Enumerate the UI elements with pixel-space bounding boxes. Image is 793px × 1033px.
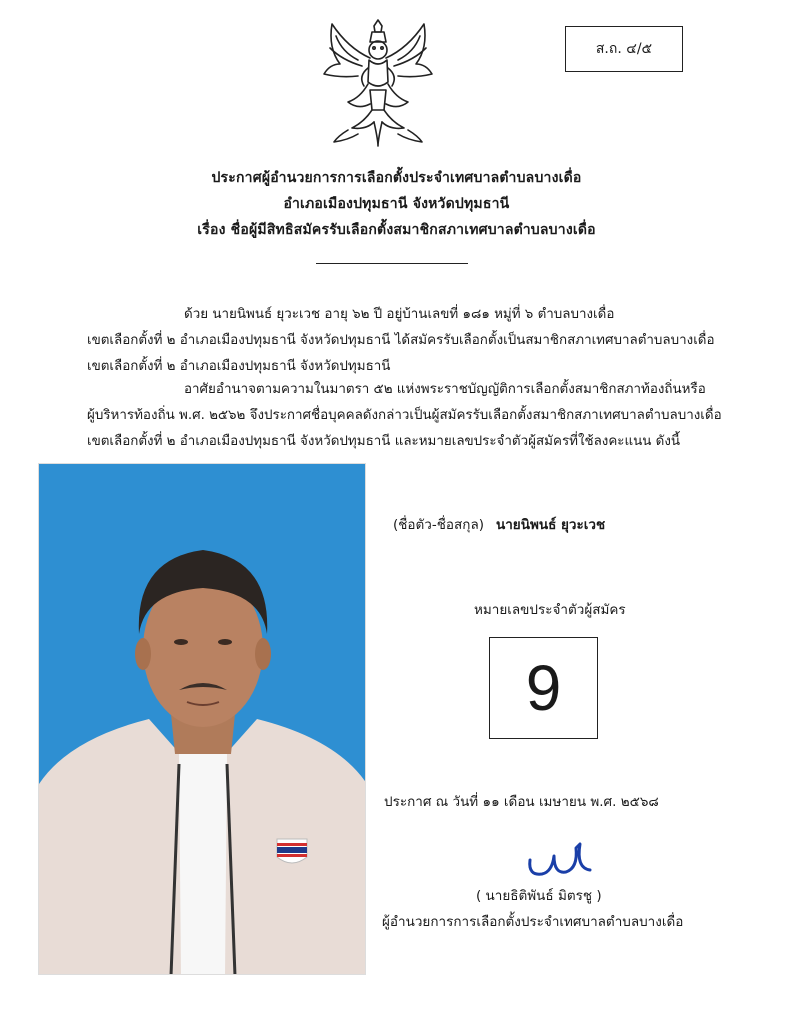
garuda-emblem-icon: [318, 18, 438, 148]
announcement-date: ประกาศ ณ วันที่ ๑๑ เดือน เมษายน พ.ศ. ๒๕๖๘: [384, 794, 659, 810]
candidate-number-box: [489, 637, 598, 739]
body-paragraph1-line3: เขตเลือกตั้งที่ ๒ อำเภอเมืองปทุมธานี จังหวัดปทุมธานี: [87, 359, 391, 374]
body-paragraph1-line2: เขตเลือกตั้งที่ ๒ อำเภอเมืองปทุมธานี จังหวัดปทุมธานี ได้สมัครรับเลือกตั้งเป็นสมาชิกสภาเทศบาลตำบลบางเดื่อ: [87, 333, 715, 348]
signature: [520, 838, 600, 882]
body-paragraph2-line3: เขตเลือกตั้งที่ ๒ อำเภอเมืองปทุมธานี จังหวัดปทุมธานี และหมายเลขประจำตัวผู้สมัครที่ใช้ลงคะแนน ดังนี้: [87, 434, 681, 449]
header-divider: [316, 263, 468, 264]
candidate-photo: [38, 463, 366, 975]
header-subject: เรื่อง ชื่อผู้มีสิทธิสมัครรับเลือกตั้งสมาชิกสภาเทศบาลตำบลบางเดื่อ: [197, 222, 596, 238]
header-title: ประกาศผู้อำนวยการการเลือกตั้งประจำเทศบาลตำบลบางเดื่อ: [211, 170, 582, 186]
candidate-name: นายนิพนธ์ ยุวะเวช: [496, 517, 606, 533]
header-district: อำเภอเมืองปทุมธานี จังหวัดปทุมธานี: [283, 196, 510, 212]
body-paragraph2-line1: อาศัยอำนาจตามความในมาตรา ๕๒ แห่งพระราชบัญญัติการเลือกตั้งสมาชิกสภาท้องถิ่นหรือ: [184, 382, 706, 397]
candidate-number: 9: [525, 652, 562, 724]
form-code: ส.ถ. ๔/๕: [595, 41, 653, 57]
candidate-name-label: (ชื่อตัว-ชื่อสกุล): [393, 517, 484, 533]
body-paragraph1-line1: ด้วย นายนิพนธ์ ยุวะเวช อายุ ๖๒ ปี อยู่บ้านเลขที่ ๑๘๑ หมู่ที่ ๖ ตำบลบางเดื่อ: [184, 307, 615, 322]
signatory-title: ผู้อำนวยการการเลือกตั้งประจำเทศบาลตำบลบางเดื่อ: [382, 914, 684, 930]
form-code-box: [565, 26, 683, 72]
candidate-number-label: หมายเลขประจำตัวผู้สมัคร: [474, 602, 626, 618]
signatory-name: ( นายธิติพันธ์ มิตรชู ): [476, 888, 602, 904]
body-paragraph2-line2: ผู้บริหารท้องถิ่น พ.ศ. ๒๕๖๒ จึงประกาศชื่อบุคคลดังกล่าวเป็นผู้สมัครรับเลือกตั้งสมาชิกสภาเทศบาลตำบลบางเดื่อ: [87, 408, 722, 423]
